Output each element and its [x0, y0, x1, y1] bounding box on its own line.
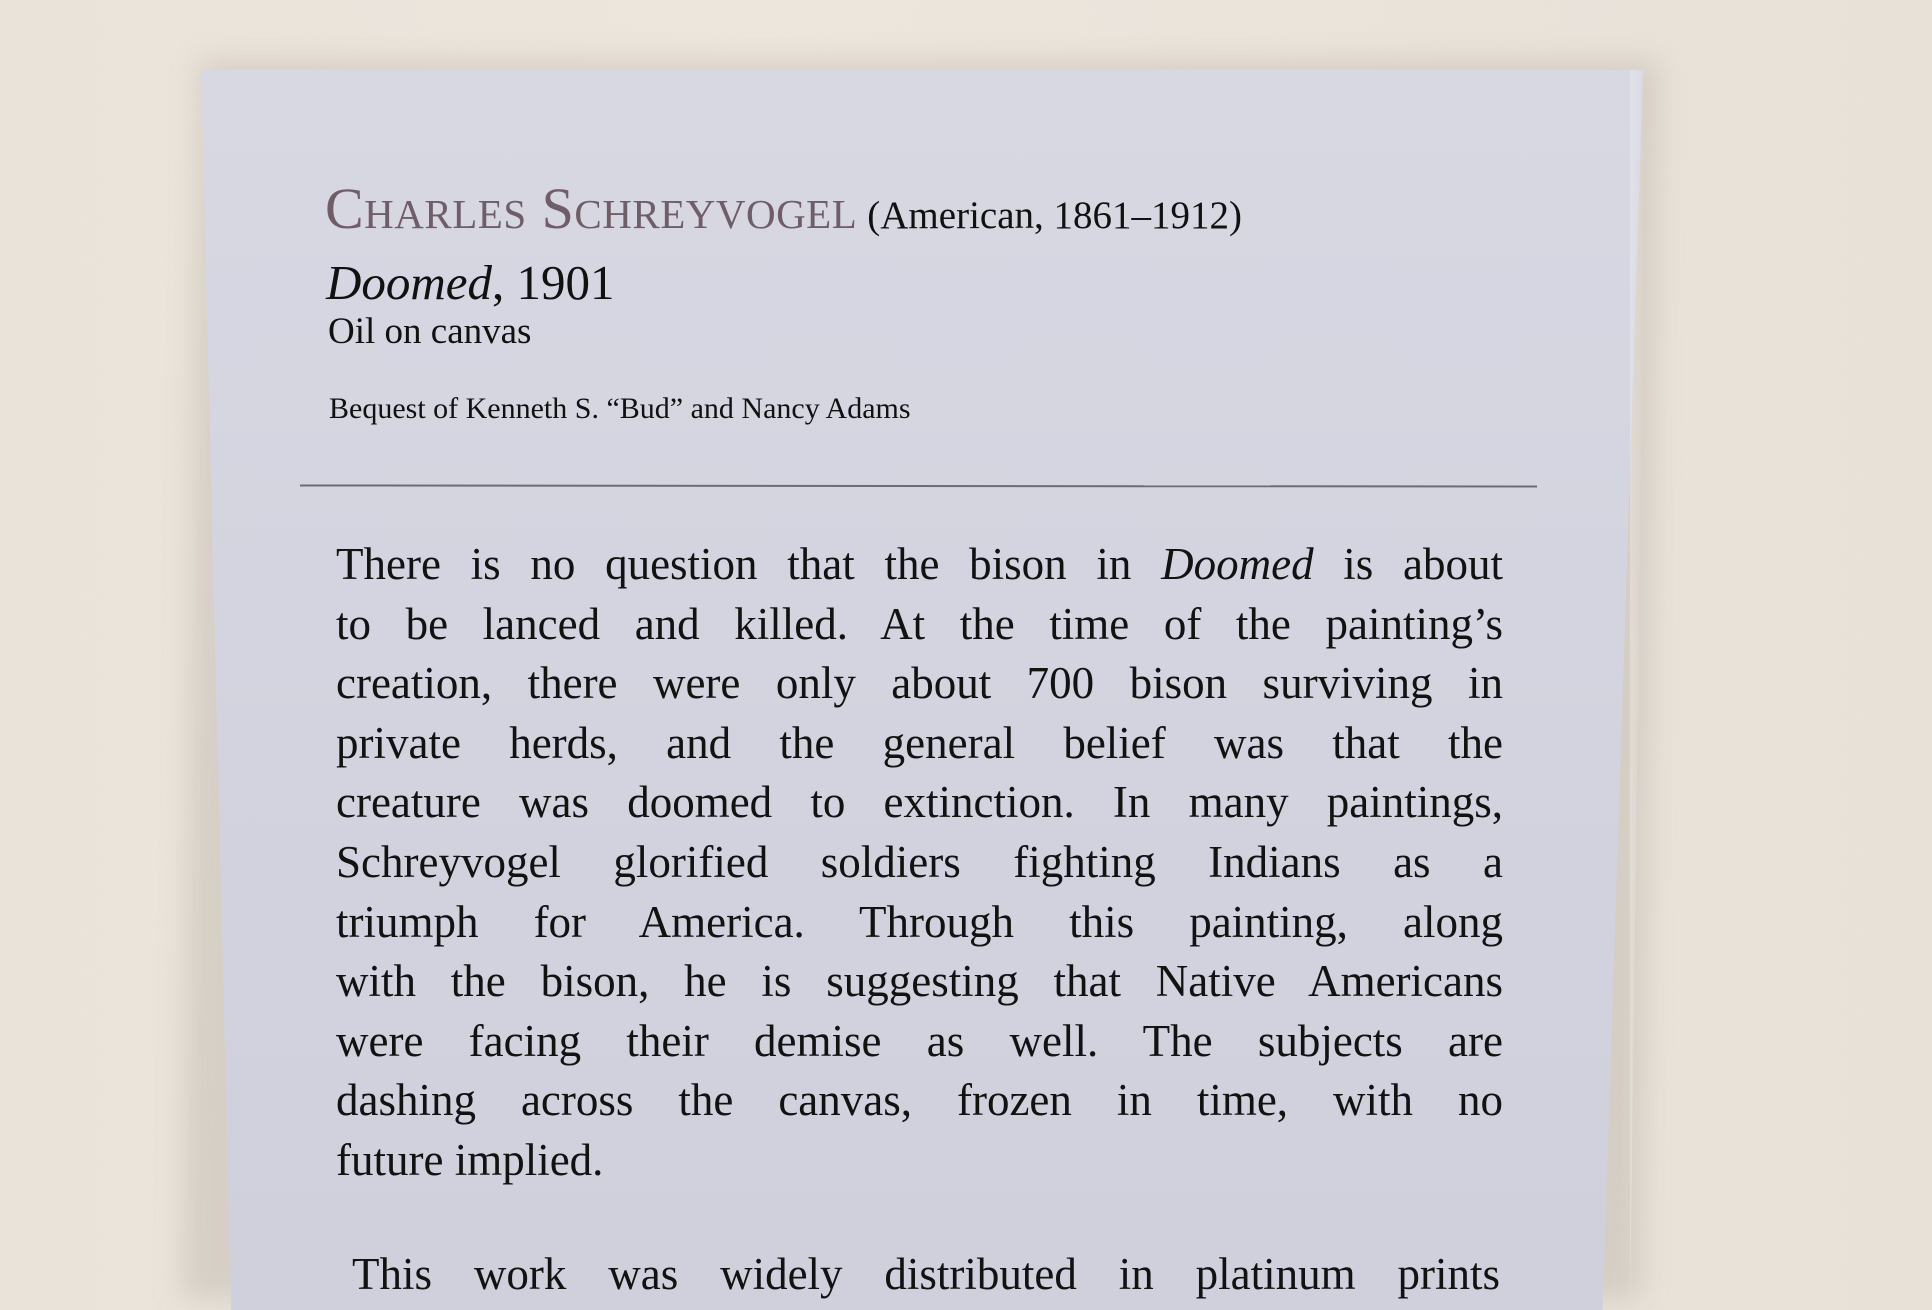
credit-line: Bequest of Kenneth S. “Bud” and Nancy Adams — [329, 392, 911, 425]
description-line: Schreyvogel glorified soldiers fighting Indians as a — [336, 836, 1503, 887]
description-paragraph — [336, 535, 1503, 1191]
description-italic-title: Doomed — [1161, 539, 1314, 589]
artwork-medium: Oil on canvas — [328, 311, 532, 352]
artist-line — [325, 176, 1243, 241]
second-paragraph-partial: This work was widely distributed in platinum prints — [352, 1249, 1500, 1299]
artwork-title-line — [326, 254, 615, 311]
description-line: triumph for America. Through this painting, along — [336, 896, 1503, 947]
description-text: There is no question that the bison in — [336, 539, 1162, 589]
description-text: is about — [1313, 539, 1503, 589]
artist-nationality-dates: (American, 1861–1912) — [867, 194, 1243, 237]
description-line: were facing their demise as well. The subjects are — [336, 1015, 1503, 1066]
artwork-year: , 1901 — [492, 255, 615, 310]
description-line: with the bison, he is suggesting that Native Americans — [336, 956, 1503, 1007]
description-line: future implied. — [336, 1134, 604, 1185]
description-line: to be lanced and killed. At the time of the painting’s — [336, 598, 1503, 649]
description-line: private herds, and the general belief was that the — [336, 717, 1503, 768]
description-line: creation, there were only about 700 bison surviving in — [336, 658, 1503, 709]
description-line — [336, 535, 1503, 595]
description-line: dashing across the canvas, frozen in time, with no — [336, 1075, 1503, 1126]
artist-name: Charles Schreyvogel — [325, 176, 858, 241]
description-line: creature was doomed to extinction. In many paintings, — [336, 777, 1503, 828]
artwork-title: Doomed — [326, 255, 493, 310]
